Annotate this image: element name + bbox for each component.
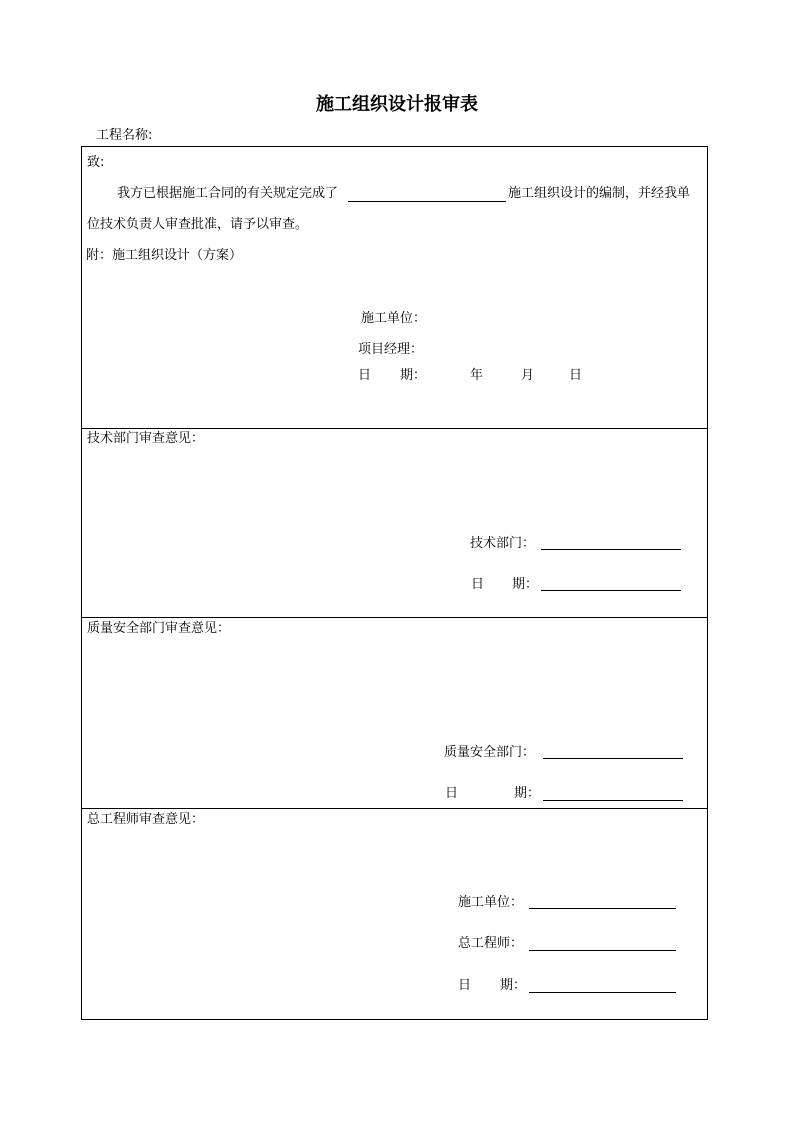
safety-dept-blank[interactable] [543, 758, 683, 759]
tech-date-blank[interactable] [541, 590, 681, 591]
project-manager-label: 项目经理： [358, 342, 424, 357]
to-label: 致: [87, 155, 105, 170]
safety-review-heading: 质量安全部门审查意见： [87, 621, 231, 636]
chief-unit-blank[interactable] [529, 908, 676, 909]
date-label-ri: 日 [458, 978, 472, 993]
safety-date-blank[interactable] [543, 800, 683, 801]
date-label-ri: 日 [471, 577, 485, 592]
date-label-ri: 日 [445, 786, 459, 801]
submission-text-line2: 位技术负责人审查批准，请予以审查。 [87, 217, 309, 232]
chief-engineer-blank[interactable] [529, 950, 676, 951]
chief-unit-label: 施工单位： [458, 895, 524, 910]
submission-text-part2: 施工组织设计的编制，并经我单 [508, 186, 691, 201]
day-label: 日 [569, 368, 583, 383]
construction-unit-label: 施工单位： [361, 311, 427, 326]
safety-dept-label: 质量安全部门： [444, 745, 536, 760]
date-label-qi: 期： [512, 577, 539, 592]
chief-review-heading: 总工程师审查意见： [87, 812, 205, 827]
tech-review-heading: 技术部门审查意见： [87, 431, 205, 446]
date-label-ri: 日 [358, 368, 372, 383]
attachment-note: 附：施工组织设计（方案） [86, 248, 243, 263]
form-title: 施工组织设计报审表 [316, 94, 478, 115]
chief-date-blank[interactable] [529, 992, 676, 993]
section-divider [81, 808, 708, 809]
month-label: 月 [521, 368, 535, 383]
year-label: 年 [470, 368, 484, 383]
date-label-qi: 期： [500, 978, 527, 993]
section-divider [81, 617, 708, 618]
submission-text-part1: 我方已根据施工合同的有关规定完成了 [117, 186, 339, 201]
chief-engineer-label: 总工程师： [458, 936, 524, 951]
design-name-blank[interactable] [348, 201, 506, 202]
approval-form-table [81, 146, 708, 1020]
tech-dept-blank[interactable] [541, 549, 681, 550]
tech-dept-label: 技术部门： [470, 536, 536, 551]
section-divider [81, 428, 708, 429]
date-label-qi: 期： [400, 368, 427, 383]
date-label-qi: 期： [514, 786, 541, 801]
project-name-label: 工程名称: [96, 128, 153, 143]
